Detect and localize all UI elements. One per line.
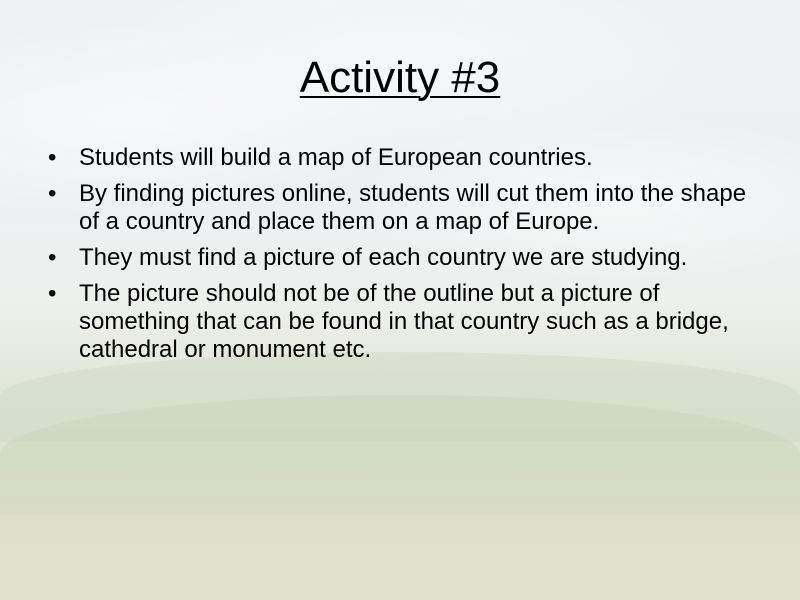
slide-title: Activity #3 (299, 53, 501, 102)
bullet-marker: • (48, 144, 57, 171)
bullet-marker: • (48, 280, 57, 307)
bullet-item (44, 180, 754, 236)
bullet-text: They must find a picture of each country we are studying. (79, 244, 688, 271)
bullet-text: Students will build a map of European countries. (79, 144, 593, 171)
bullet-item (44, 244, 754, 272)
bullet-marker: • (48, 180, 57, 207)
bullet-item (44, 144, 754, 172)
bullet-marker: • (48, 244, 57, 271)
bullet-text: The picture should not be of the outline but a picture of something that can be found in that country such as a bridge, cathedral or monument etc. (79, 280, 729, 363)
bullet-text: By finding pictures online, students will cut them into the shape of a country and place them on a map of Europe. (79, 180, 747, 235)
background-field (0, 470, 800, 600)
bullet-list (44, 144, 754, 372)
bullet-item (44, 280, 754, 364)
